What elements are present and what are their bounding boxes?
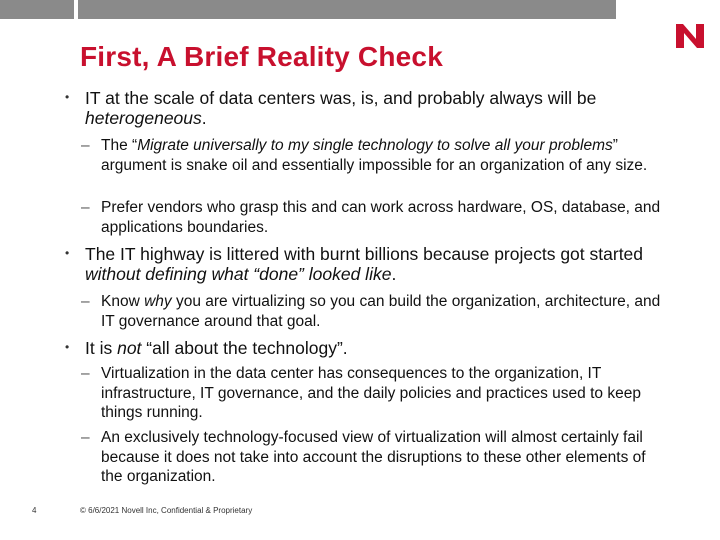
bullet-text-end: .: [391, 264, 397, 284]
bullet-text: The IT highway is littered with burnt billions because projects got started: [85, 244, 644, 264]
sub-bullet-text: Prefer vendors who grasp this and can work across hardware, OS, database, and applications boundaries.: [101, 199, 661, 236]
slide-number: 4: [32, 506, 37, 515]
sub-bullet-item: [81, 292, 661, 331]
novell-n-logo-icon: [676, 24, 704, 48]
sub-bullet-text: Know: [101, 293, 145, 310]
sub-bullet-text: The “: [101, 137, 138, 154]
sub-bullet-item: [81, 136, 661, 175]
sub-bullet-item: [81, 364, 661, 423]
slide-title: First, A Brief Reality Check: [80, 41, 443, 72]
sub-bullet-item: [81, 428, 661, 487]
sub-bullet-text-end: ” argument is snake oil and essentially impossible for an organization of any size.: [101, 137, 648, 174]
bullet-marker: •: [65, 246, 70, 260]
bullet-marker: •: [65, 90, 70, 104]
bullet-emphasis: without defining what “done” looked like: [85, 264, 392, 284]
bullet-emphasis: heterogeneous: [85, 108, 202, 128]
bullet-item: [65, 88, 675, 128]
sub-bullet-text: Virtualization in the data center has consequences to the organization, IT infrastructure, IT governance, and the daily policies and practices used to keep things running.: [101, 365, 641, 421]
bullet-text: IT at the scale of data centers was, is, and probably always will be: [85, 88, 597, 108]
sub-bullet-text: An exclusively technology-focused view of virtualization will almost certainly fail because it does not take into account the disruptions to these other elements of the organization.: [101, 429, 646, 485]
dash-marker: –: [81, 429, 90, 446]
sub-bullet-text-end: you are virtualizing so you can build the organization, architecture, and IT governance around that goal.: [101, 293, 661, 330]
dash-marker: –: [81, 137, 90, 154]
dash-marker: –: [81, 365, 90, 382]
top-bar-left: [0, 0, 74, 19]
sub-bullet-emphasis: Migrate universally to my single technology to solve all your problems: [137, 137, 613, 154]
dash-marker: –: [81, 293, 90, 310]
bullet-text: It is: [85, 338, 118, 358]
sub-bullet-emphasis: why: [144, 293, 172, 310]
footer-copyright: © 6/6/2021 Novell Inc, Confidential & Proprietary: [80, 506, 253, 515]
bullet-text-end: “all about the technology”.: [141, 338, 348, 358]
bullet-text-end: .: [201, 108, 207, 128]
bullet-item: [65, 244, 675, 284]
bullet-emphasis: not: [117, 338, 142, 358]
bullet-marker: •: [65, 340, 70, 354]
bullet-item: [65, 338, 675, 358]
top-bar-right: [78, 0, 616, 19]
sub-bullet-item: [81, 198, 661, 237]
dash-marker: –: [81, 199, 90, 216]
